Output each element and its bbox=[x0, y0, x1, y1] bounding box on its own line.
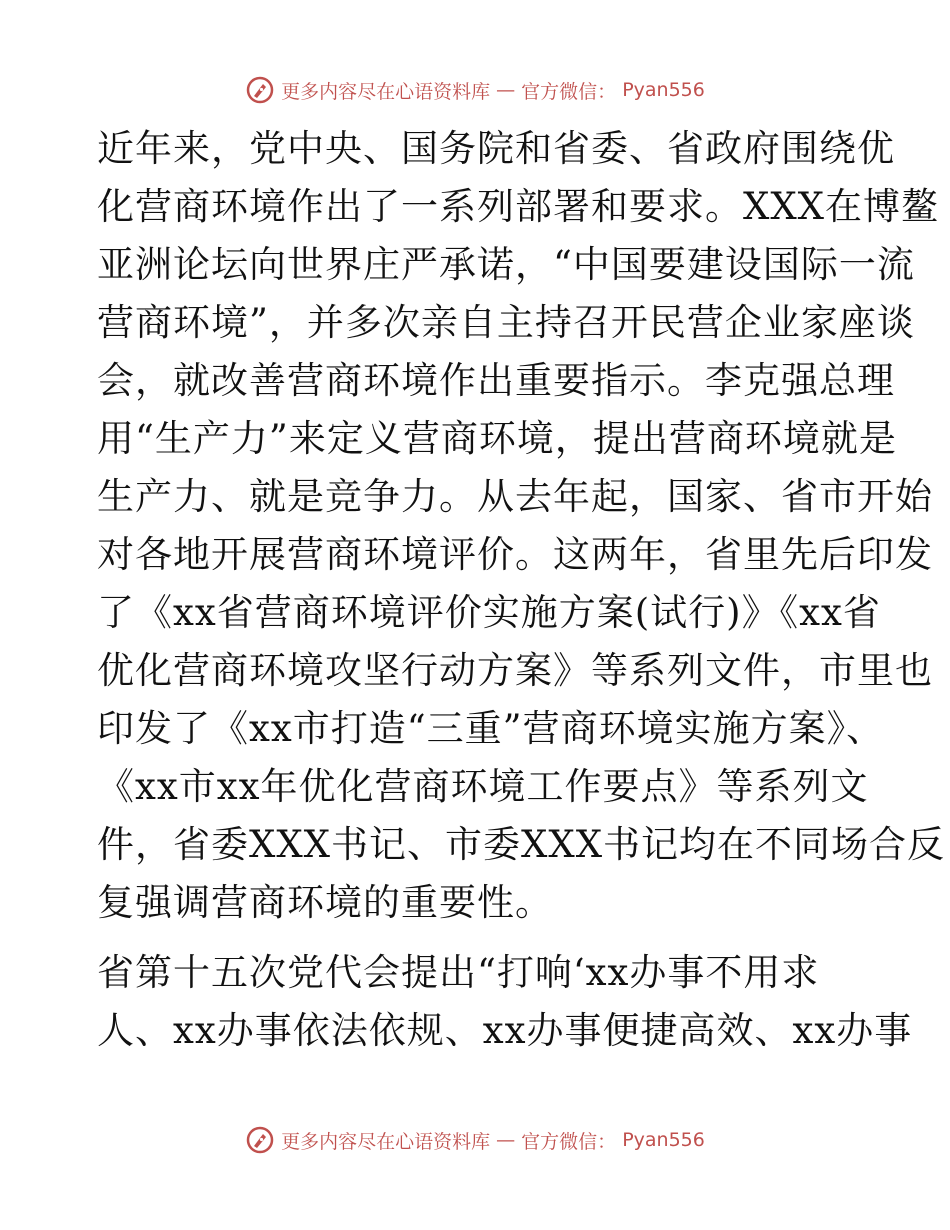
watermark-text: 更多内容尽在心语资料库 bbox=[281, 80, 491, 103]
paragraph bbox=[97, 120, 946, 932]
text-line: 复强调营商环境的重要性。 bbox=[97, 881, 553, 924]
watermark-wechat-id: Pyan556 bbox=[622, 1129, 705, 1151]
paragraph bbox=[97, 944, 913, 1060]
text-line: 优化营商环境攻坚行动方案》等系列文件，市里也 bbox=[97, 649, 933, 692]
watermark-separator: — bbox=[496, 1129, 516, 1151]
watermark-wechat-label: 官方微信： bbox=[521, 1130, 617, 1153]
watermark-separator: — bbox=[496, 79, 516, 101]
text-line: 近年来，党中央、国务院和省委、省政府围绕优 bbox=[97, 127, 895, 170]
text-line: 了《xx省营商环境评价实施方案(试行)》《xx省 bbox=[97, 591, 881, 634]
pen-nib-circle-icon bbox=[245, 75, 275, 105]
text-line: 省第十五次党代会提出“打响‘xx办事不用求 bbox=[97, 951, 820, 994]
text-line: 亚洲论坛向世界庄严承诺，“中国要建设国际一流 bbox=[97, 243, 915, 286]
text-line: 印发了《xx市打造“三重”营商环境实施方案》、 bbox=[97, 707, 885, 750]
text-line: 人、xx办事依法依规、xx办事便捷高效、xx办事 bbox=[97, 1009, 913, 1052]
text-line: 对各地开展营商环境评价。这两年，省里先后印发 bbox=[97, 533, 933, 576]
footer-watermark bbox=[0, 1120, 950, 1160]
watermark-wechat-label: 官方微信： bbox=[521, 80, 617, 103]
text-line: 生产力、就是竞争力。从去年起，国家、省市开始 bbox=[97, 475, 933, 518]
text-line: 会，就改善营商环境作出重要指示。李克强总理 bbox=[97, 359, 895, 402]
text-line: 化营商环境作出了一系列部署和要求。XXX在博鳌 bbox=[97, 185, 940, 228]
watermark-wechat-id: Pyan556 bbox=[622, 79, 705, 101]
text-line: 《xx市xx年优化营商环境工作要点》等系列文 bbox=[97, 765, 869, 808]
text-line: 件，省委XXX书记、市委XXX书记均在不同场合反 bbox=[97, 823, 946, 866]
watermark-text: 更多内容尽在心语资料库 bbox=[281, 1130, 491, 1153]
document-body bbox=[97, 120, 946, 1060]
header-watermark bbox=[0, 70, 950, 110]
text-line: 用“生产力”来定义营商环境，提出营商环境就是 bbox=[97, 417, 897, 460]
text-line: 营商环境”，并多次亲自主持召开民营企业家座谈 bbox=[97, 301, 915, 344]
pen-nib-circle-icon bbox=[245, 1125, 275, 1155]
